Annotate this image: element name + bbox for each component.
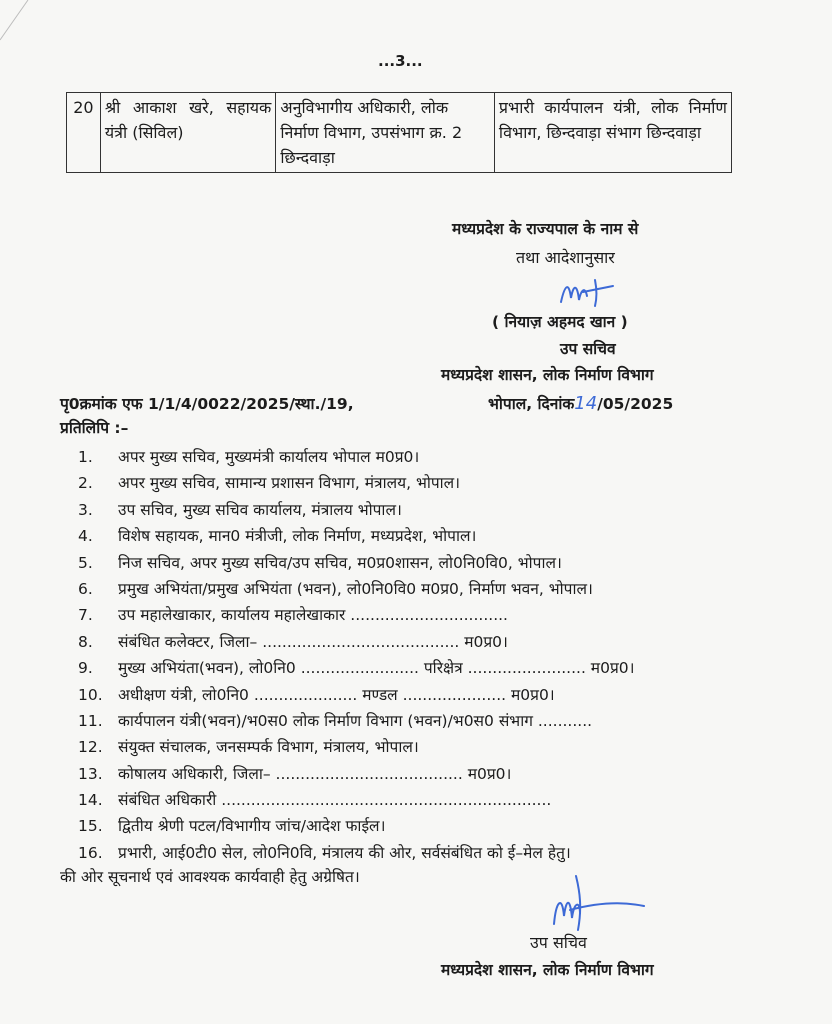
signatory-name: ( नियाज़ अहमद खान ) [492,313,628,331]
list-item: 16. प्रभारी, आई0टी0 सेल, लो0नि0वि, मंत्रालय की ओर, सर्वसंबंधित को ई–मेल हेतु। [78,843,571,862]
signatory-2-department: मध्यप्रदेश शासन, लोक निर्माण विभाग [441,961,654,979]
list-item: 11. कार्यपालन यंत्री(भवन)/भ0स0 लोक निर्माण विभाग (भवन)/भ0स0 संभाग ........... [78,711,593,730]
list-item: 5. निज सचिव, अपर मुख्य सचिव/उप सचिव, म0प्र0शासन, लो0नि0वि0, भोपाल। [78,553,562,572]
list-item: 2. अपर मुख्य सचिव, सामान्य प्रशासन विभाग, मंत्रालय, भोपाल। [78,474,461,493]
list-item: 1. अपर मुख्य सचिव, मुख्यमंत्री कार्यालय भोपाल म0प्र0। [78,448,420,466]
copy-to-label: प्रतिलिपि :– [60,419,129,437]
list-item: 6. प्रमुख अभियंता/प्रमुख अभियंता (भवन), लो0नि0वि0 म0प्र0, निर्माण भवन, भोपाल। [78,579,593,598]
table-row [67,93,732,173]
officer-name-cell: श्री आकाश खरे, सहायक यंत्री (सिविल) [100,93,275,173]
by-order-line: तथा आदेशानुसार [516,248,615,267]
serial-number-cell: 20 [67,93,101,173]
current-post-cell: अनुविभागीय अधिकारी, लोक निर्माण विभाग, उपसंभाग क्र. 2 छिन्दवाड़ा [276,93,495,173]
list-item: 10. अधीक्षण यंत्री, लो0नि0 ..................... मण्डल ..................... म0प्र0। [78,685,555,704]
list-item: 14. संबंधित अधिकारी ................................................................... [78,791,552,810]
signature-2 [540,872,650,934]
reference-date [488,392,673,414]
copy-list [78,444,738,866]
list-item: 13. कोषालय अधिकारी, जिला– ...................................... म0प्र0। [78,764,512,783]
date-day: 14 [574,393,598,414]
date-rest: /05/2025 [597,395,674,413]
list-item: 3. उप सचिव, मुख्य सचिव कार्यालय, मंत्रालय भोपाल। [78,500,402,519]
signature-1 [555,276,625,312]
fold-line [0,0,60,60]
list-item: 7. उप महालेखाकार, कार्यालय महालेखाकार ................................ [78,606,508,625]
list-item: 4. विशेष सहायक, मान0 मंत्रीजी, लोक निर्माण, मध्यप्रदेश, भोपाल। [78,527,477,546]
reference-number: पृ0क्रमांक एफ 1/1/4/0022/2025/स्था./19, [60,395,354,413]
closing-line: की ओर सूचनार्थ एवं आवश्यक कार्यवाही हेतु अग्रेषित। [60,868,360,886]
list-item: 12. संयुक्त संचालक, जनसम्पर्क विभाग, मंत्रालय, भोपाल। [78,738,419,757]
date-prefix: भोपाल, दिनांक [488,395,575,413]
page-number: ...3... [378,52,423,70]
transfer-table [66,92,732,173]
list-item: 15. द्वितीय श्रेणी पटल/विभागीय जांच/आदेश फाईल। [78,817,386,836]
governor-order-line: मध्यप्रदेश के राज्यपाल के नाम से [452,220,639,238]
signatory-designation: उप सचिव [560,340,616,358]
signatory-2-designation: उप सचिव [530,933,587,952]
list-item: 9. मुख्य अभियंता(भवन), लो0नि0 ........................ परिक्षेत्र ........................ म0प्र0। [78,659,635,678]
list-item: 8. संबंधित कलेक्टर, जिला– ........................................ म0प्र0। [78,632,508,651]
reference-line [60,392,740,414]
signatory-department: मध्यप्रदेश शासन, लोक निर्माण विभाग [441,366,654,384]
new-post-cell: प्रभारी कार्यपालन यंत्री, लोक निर्माण विभाग, छिन्दवाड़ा संभाग छिन्दवाड़ा [494,93,731,173]
